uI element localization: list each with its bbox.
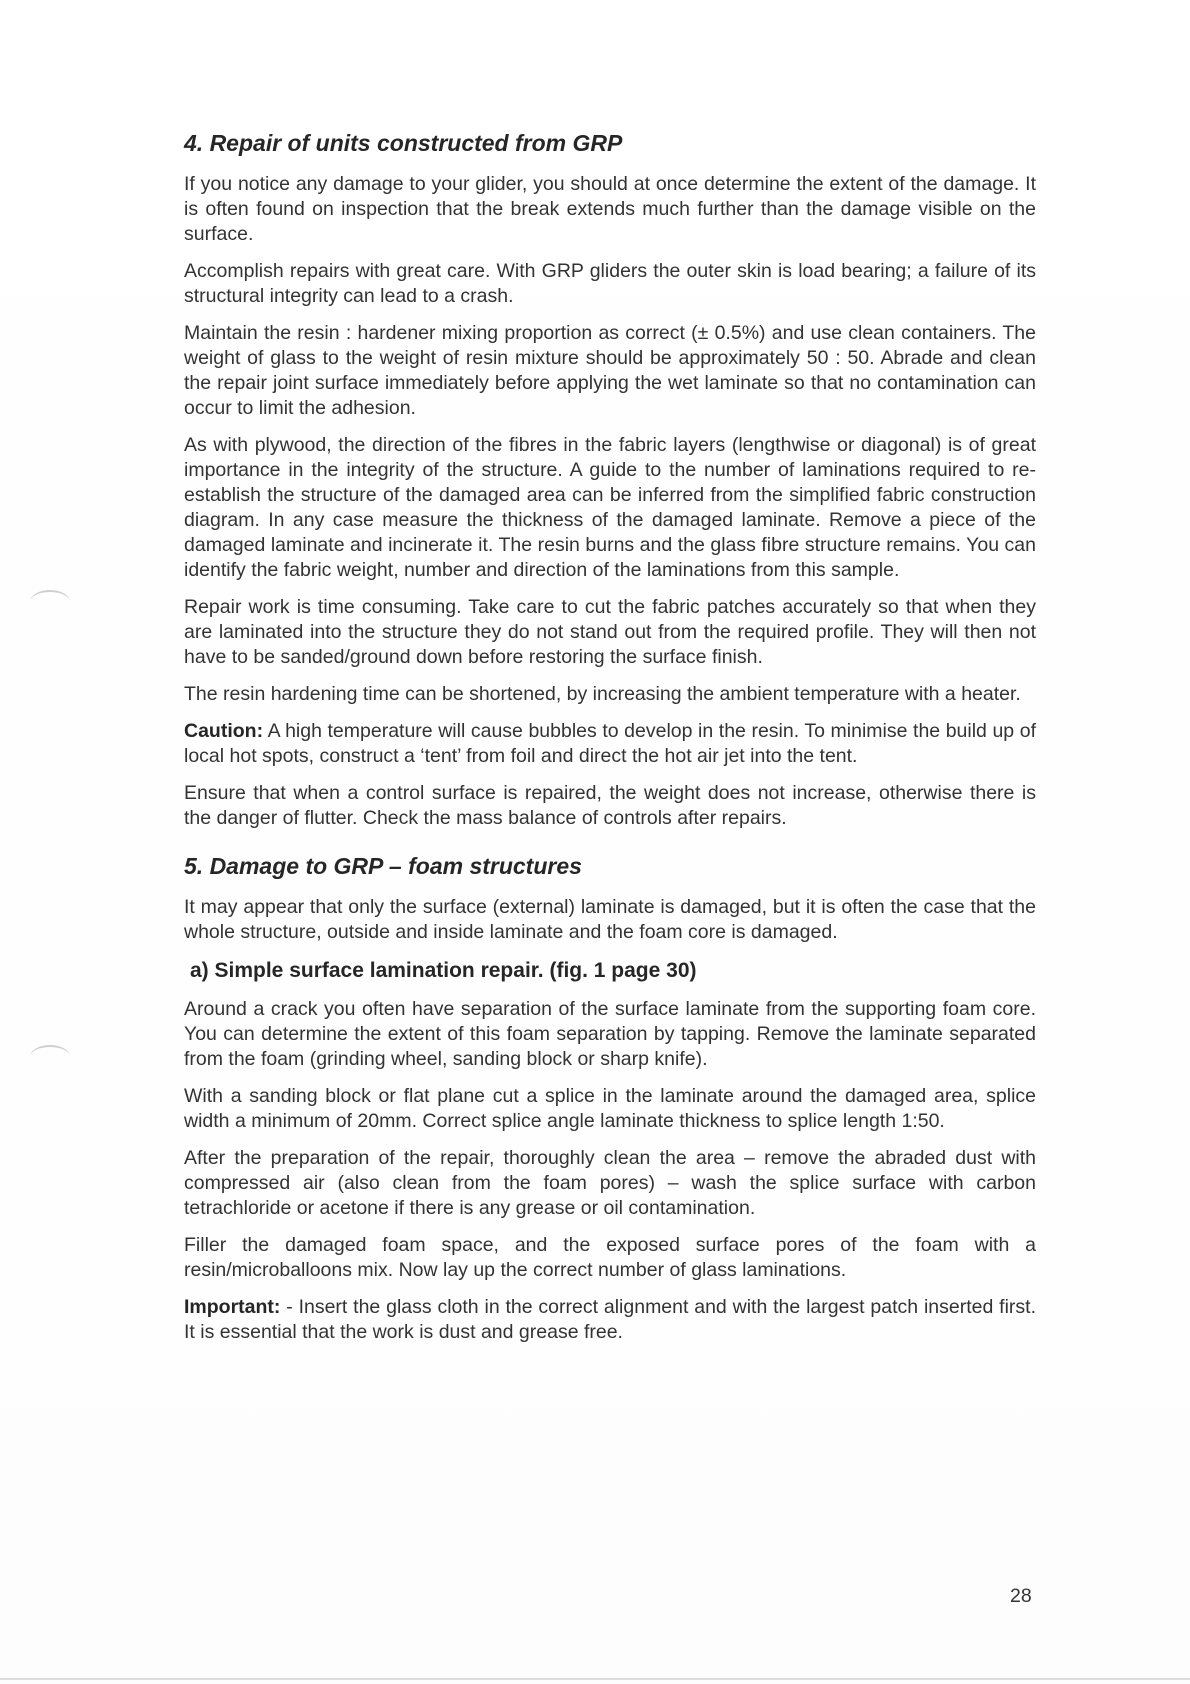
paragraph: If you notice any damage to your glider, you should at once determine the extent of the damage. It is often found on inspection that the break extends much further than the damage visible on the surface. [184, 173, 1036, 245]
caution-label: Caution: [184, 720, 264, 742]
section-5-heading: 5. Damage to GRP – foam structures [184, 853, 582, 879]
paragraph: Ensure that when a control surface is repaired, the weight does not increase, otherwise there is the danger of flutter. Check the mass balance of controls after repairs. [184, 782, 1036, 829]
important-label: Important: [184, 1296, 281, 1318]
paragraph: It may appear that only the surface (external) laminate is damaged, but it is often the case that the whole structure, outside and inside laminate and the foam core is damaged. [184, 896, 1036, 943]
important-text: - Insert the glass cloth in the correct alignment and with the largest patch inserted first. It is essential that the work is dust and grease free. [184, 1296, 1036, 1343]
paragraph: Repair work is time consuming. Take care to cut the fabric patches accurately so that when they are laminated into the structure they do not stand out from the required profile. They will then not have to be sanded/ground down before restoring the surface finish. [184, 596, 1036, 668]
important-paragraph [184, 1295, 1036, 1345]
caution-paragraph [184, 719, 1036, 769]
page-number: 28 [1010, 1585, 1032, 1607]
paragraph: Around a crack you often have separation of the surface laminate from the supporting foam core. You can determine the extent of this foam separation by tapping. Remove the laminate separated from the foam (grinding wheel, sanding block or sharp knife). [184, 998, 1036, 1070]
paragraph: The resin hardening time can be shortened, by increasing the ambient temperature with a heater. [184, 683, 1021, 705]
paragraph: Filler the damaged foam space, and the exposed surface pores of the foam with a resin/microballoons mix. Now lay up the correct number of glass laminations. [184, 1234, 1036, 1281]
caution-text: A high temperature will cause bubbles to develop in the resin. To minimise the build up of local hot spots, construct a ‘tent’ from foil and direct the hot air jet into the tent. [184, 720, 1036, 767]
punch-hole-mark [30, 590, 70, 614]
paragraph: As with plywood, the direction of the fibres in the fabric layers (lengthwise or diagonal) is of great importance in the integrity of the structure. A guide to the number of laminations required to re-establish the structure of the damaged area can be inferred from the simplified fabric construction diagram. In any case measure the thickness of the damaged laminate. Remove a piece of the damaged laminate and incinerate it. The resin burns and the glass fibre structure remains. You can identify the fabric weight, number and direction of the laminations from this sample. [184, 434, 1036, 581]
paragraph: Accomplish repairs with great care. With GRP gliders the outer skin is load bearing; a failure of its structural integrity can lead to a crash. [184, 260, 1036, 307]
paragraph: After the preparation of the repair, thoroughly clean the area – remove the abraded dust with compressed air (also clean from the foam pores) – wash the splice surface with carbon tetrachloride or acetone if there is any grease or oil contamination. [184, 1147, 1036, 1219]
paragraph: With a sanding block or flat plane cut a splice in the laminate around the damaged area, splice width a minimum of 20mm. Correct splice angle laminate thickness to splice length 1:50. [184, 1085, 1036, 1132]
page-bottom-edge [0, 1678, 1190, 1680]
page-content [184, 128, 1036, 1357]
paragraph: Maintain the resin : hardener mixing proportion as correct (± 0.5%) and use clean containers. The weight of glass to the weight of resin mixture should be approximately 50 : 50. Abrade and clean the repair joint surface immediately before applying the wet laminate so that no contamination can occur to limit the adhesion. [184, 322, 1036, 419]
punch-hole-mark [30, 1045, 70, 1069]
section-4-heading: 4. Repair of units constructed from GRP [184, 130, 623, 156]
subsection-heading: a) Simple surface lamination repair. (fig. 1 page 30) [190, 959, 697, 982]
